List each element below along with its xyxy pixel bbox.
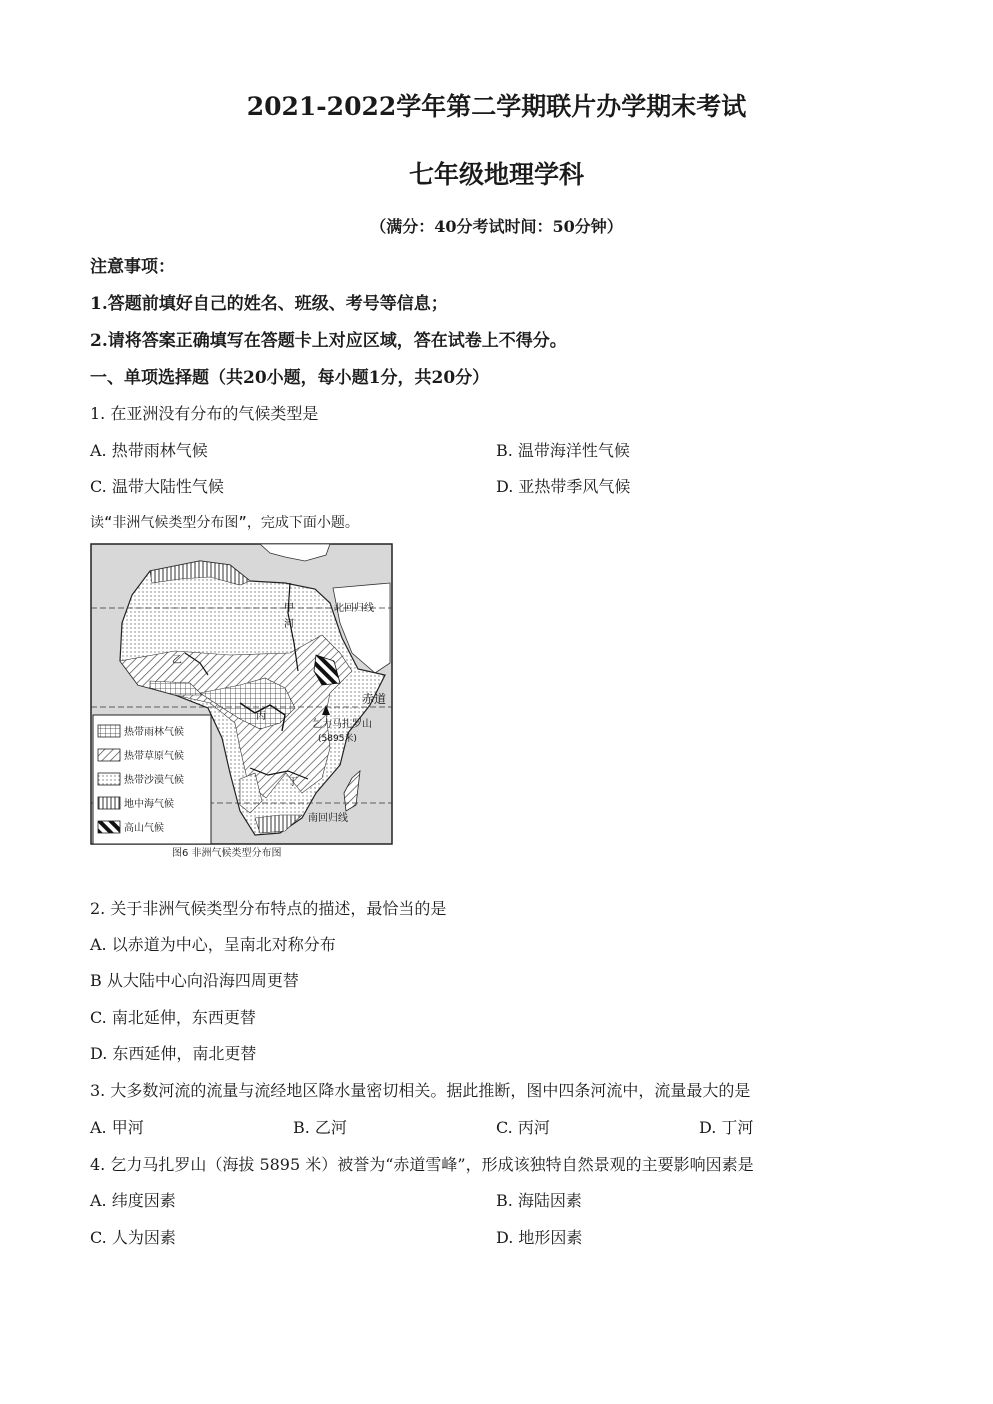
section-heading: 一、单项选择题（共20小题，每小题1分，共20分） <box>90 368 490 388</box>
question-3-option-b: B. 乙河 <box>293 1118 347 1137</box>
question-1-option-a: A. 热带雨林气候 <box>90 441 208 460</box>
question-4-option-a: A. 纬度因素 <box>90 1191 176 1210</box>
question-1-option-b: B. 温带海洋性气候 <box>496 441 630 460</box>
label-bing: 丙 <box>256 711 266 722</box>
notice-item-2: 2.请将答案正确填写在答题卡上对应区域，答在试卷上不得分。 <box>90 331 567 351</box>
question-2-option-b: B 从大陆中心向沿海四周更替 <box>90 971 299 990</box>
question-1-option-c: C. 温带大陆性气候 <box>90 477 224 496</box>
question-4-option-b: B. 海陆因素 <box>496 1191 582 1210</box>
question-2-option-c: C. 南北延伸，东西更替 <box>90 1008 256 1027</box>
question-4-option-d: D. 地形因素 <box>496 1228 583 1247</box>
notice-heading: 注意事项： <box>90 257 175 277</box>
question-3-option-d: D. 丁河 <box>699 1118 754 1137</box>
label-yi: 乙 <box>172 655 182 666</box>
map-caption: 图6 非洲气候类型分布图 <box>172 848 282 859</box>
read-map-instruction: 读“非洲气候类型分布图”，完成下面小题。 <box>90 515 359 531</box>
question-1-stem: 1. 在亚洲没有分布的气候类型是 <box>90 404 319 423</box>
notice-item-1: 1.答题前填好自己的姓名、班级、考号等信息； <box>90 294 448 314</box>
legend-savanna: 热带草原气候 <box>124 751 184 762</box>
label-jia: 甲 <box>284 603 294 614</box>
label-height: (5895米) <box>318 734 357 744</box>
label-tropic-south: 南回归线 <box>308 813 348 824</box>
legend-highland: 高山气候 <box>124 823 164 834</box>
question-2-option-a: A. 以赤道为中心，呈南北对称分布 <box>90 935 336 954</box>
label-ding: 丁 <box>288 777 298 788</box>
question-2-option-d: D. 东西延伸，南北更替 <box>90 1044 257 1063</box>
label-kilimanjaro: 乞力马扎罗山 <box>312 719 372 730</box>
question-3-option-a: A. 甲河 <box>90 1118 144 1137</box>
question-2-stem: 2. 关于非洲气候类型分布特点的描述，最恰当的是 <box>90 899 447 918</box>
subject-title: 七年级地理学科 <box>408 160 584 189</box>
question-1-option-d: D. 亚热带季风气候 <box>496 477 631 496</box>
exam-meta: （满分：40分考试时间：50分钟） <box>370 217 623 236</box>
question-3-stem: 3. 大多数河流的流量与流经地区降水量密切相关。据此推断，图中四条河流中，流量最大的是 <box>90 1081 751 1100</box>
exam-title: 2021-2022学年第二学期联片办学期末考试 <box>246 92 747 121</box>
label-he: 河 <box>284 619 294 630</box>
question-4-stem: 4. 乞力马扎罗山（海拔 5895 米）被誉为“赤道雪峰”，形成该独特自然景观的主要影响因素是 <box>90 1155 754 1174</box>
question-4-option-c: C. 人为因素 <box>90 1228 176 1247</box>
africa-climate-map <box>90 543 395 861</box>
legend-desert: 热带沙漠气候 <box>124 775 184 786</box>
question-3-option-c: C. 丙河 <box>496 1118 550 1137</box>
label-tropic-north: 北回归线 <box>334 603 374 614</box>
legend-rainforest: 热带雨林气候 <box>124 727 184 738</box>
legend-mediterranean: 地中海气候 <box>124 799 174 810</box>
label-equator: 赤道 <box>362 692 387 706</box>
